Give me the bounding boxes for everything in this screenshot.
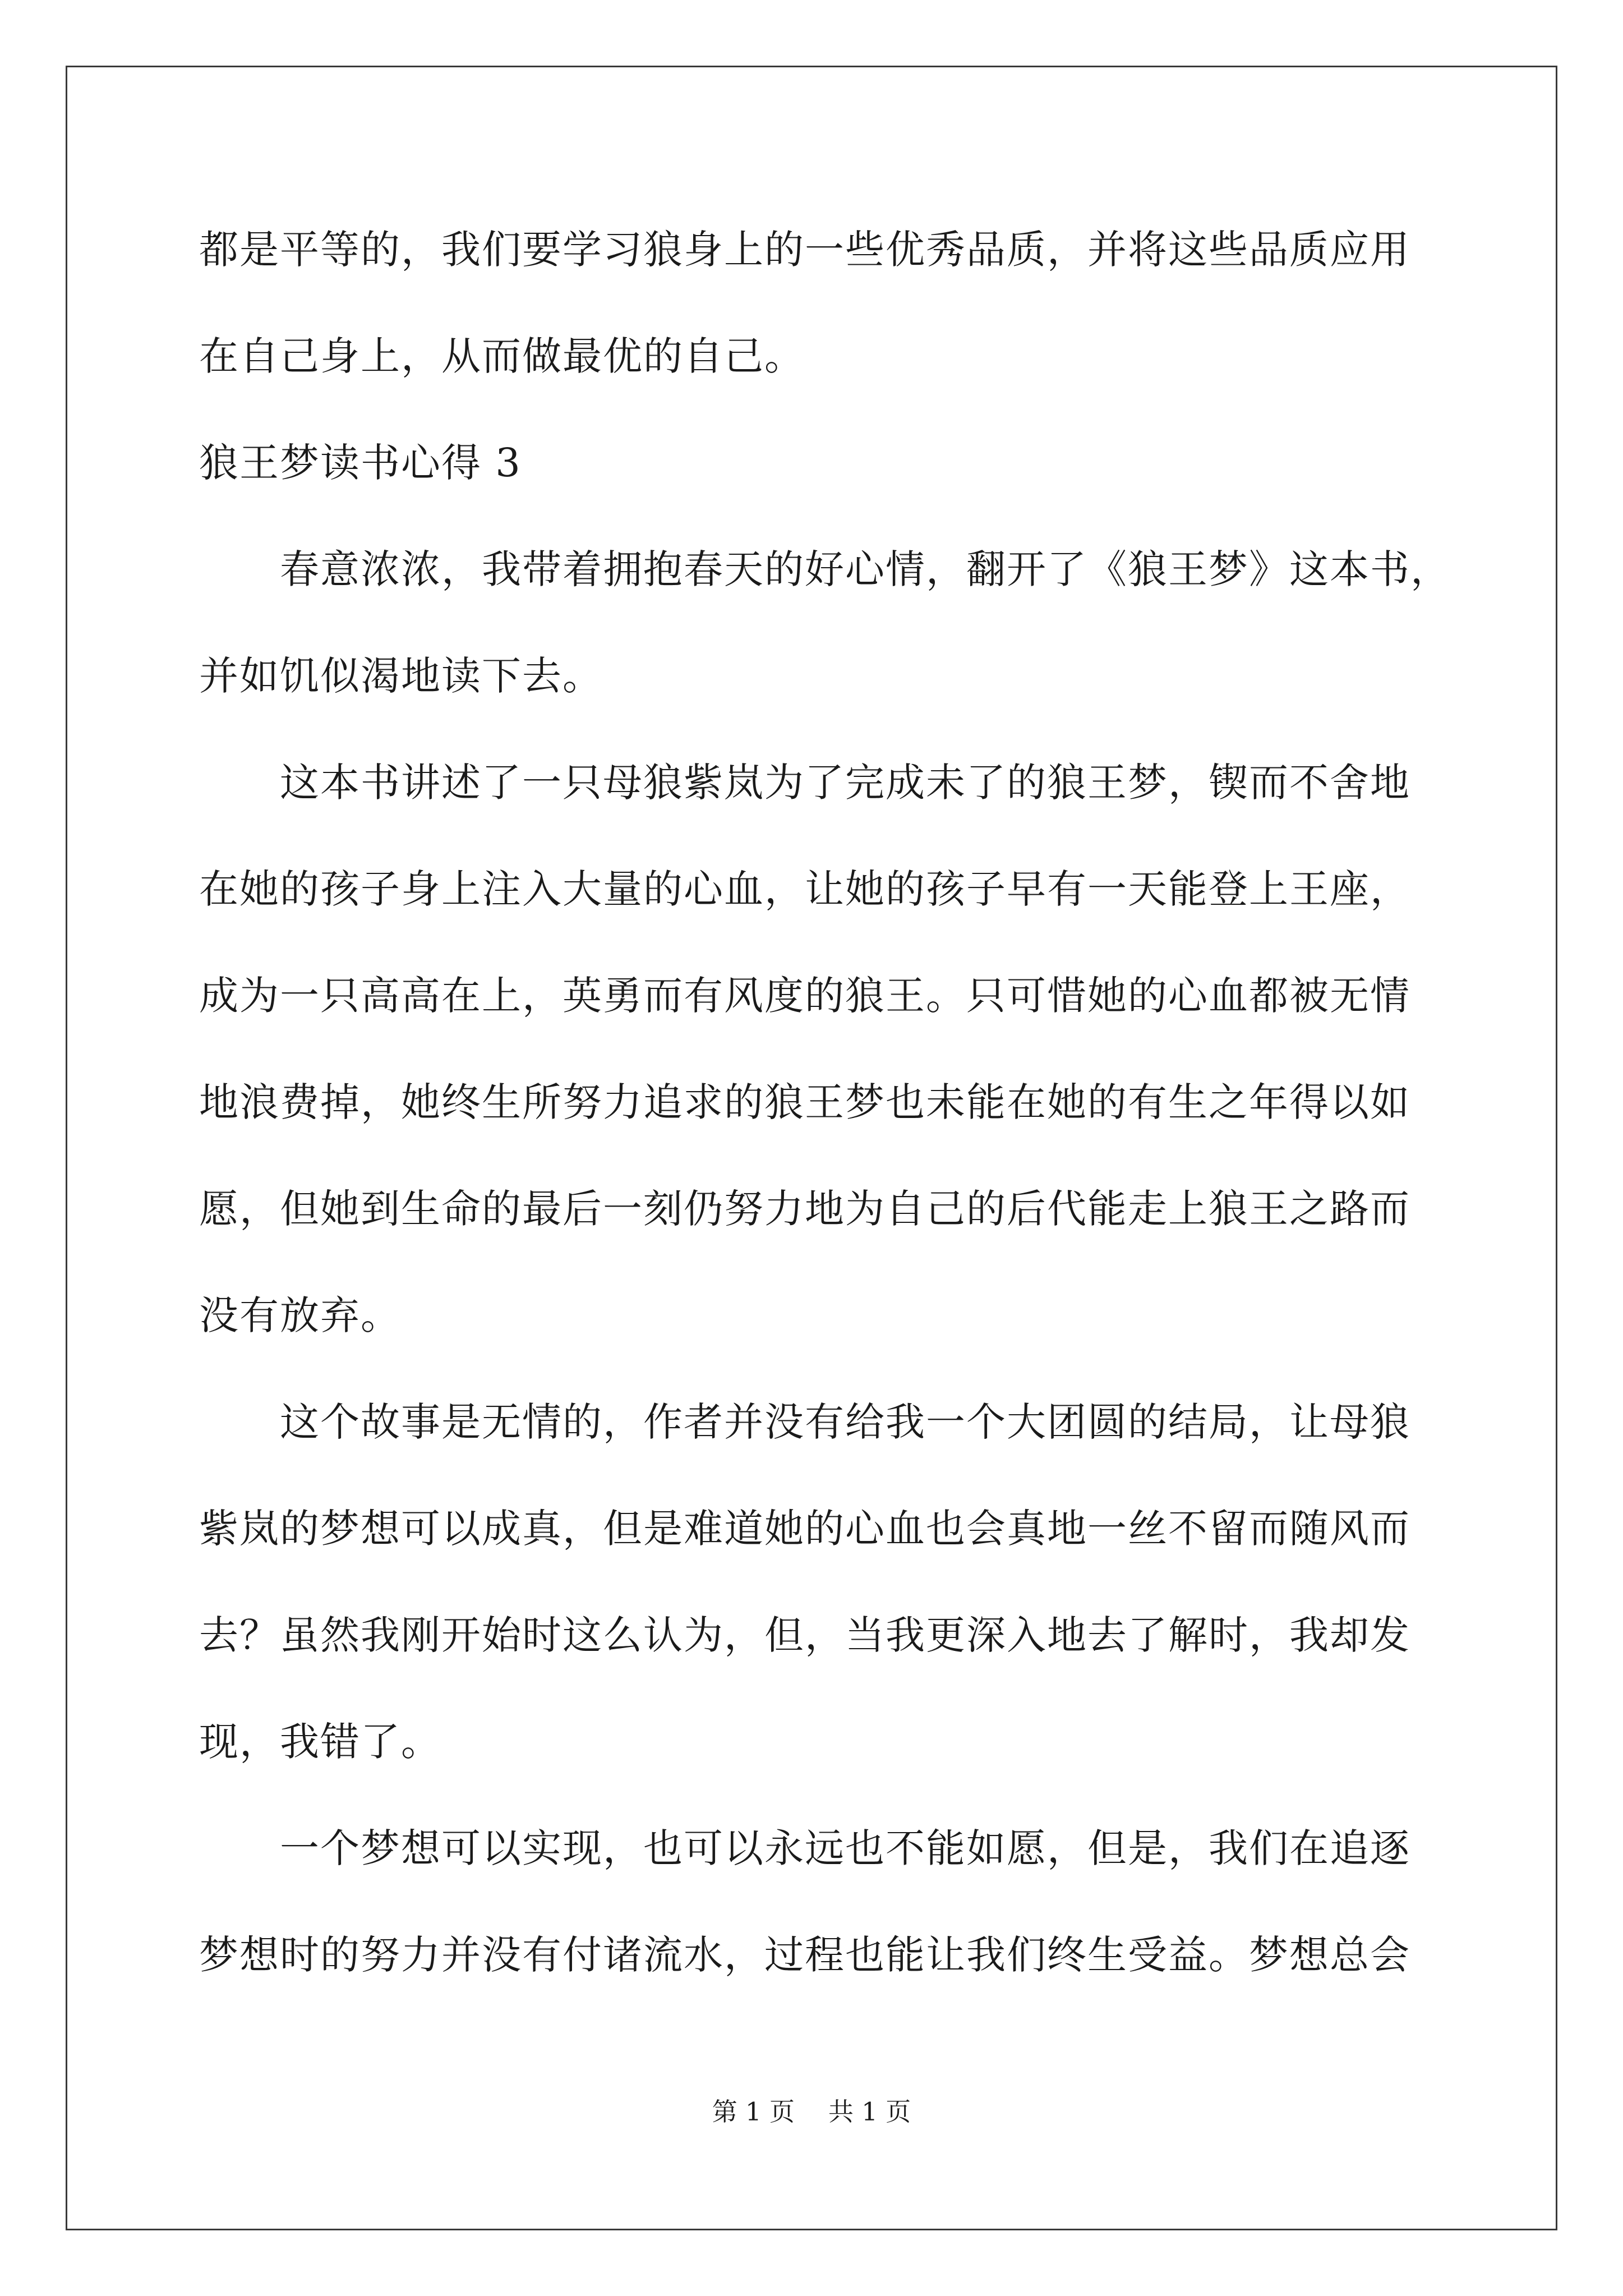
page-border <box>66 66 1557 2230</box>
body-line-2: 在自己身上，从而做最优的自己。 <box>199 333 805 379</box>
body-line-4: 并如饥似渴地读下去。 <box>199 653 603 699</box>
body-line-14: 现，我错了。 <box>199 1719 441 1765</box>
body-line-10: 没有放弃。 <box>199 1292 401 1338</box>
body-line-15: 一个梦想可以实现，也可以永远也不能如愿，但是，我们在追逐 <box>199 1825 1410 1871</box>
body-line-1: 都是平等的，我们要学习狼身上的一些优秀品质，并将这些品质应用 <box>199 227 1410 273</box>
body-line-7: 成为一只高高在上，英勇而有风度的狼王。只可惜她的心血都被无情 <box>199 973 1410 1019</box>
page-footer <box>0 2095 1623 2129</box>
body-line-9: 愿，但她到生命的最后一刻仍努力地为自己的后代能走上狼王之路而 <box>199 1186 1410 1232</box>
page-total: 共 1 页 <box>828 2097 911 2127</box>
body-line-5: 这本书讲述了一只母狼紫岚为了完成未了的狼王梦，锲而不舍地 <box>199 760 1410 806</box>
section-heading: 狼王梦读书心得 3 <box>199 440 522 486</box>
body-line-13: 去？虽然我刚开始时这么认为，但，当我更深入地去了解时，我却发 <box>199 1612 1410 1658</box>
body-line-3: 春意浓浓，我带着拥抱春天的好心情，翻开了《狼王梦》这本书， <box>199 546 1451 592</box>
page-number: 第 1 页 <box>712 2097 795 2127</box>
body-line-6: 在她的孩子身上注入大量的心血，让她的孩子早有一天能登上王座， <box>199 866 1410 912</box>
body-line-8: 地浪费掉，她终生所努力追求的狼王梦也未能在她的有生之年得以如 <box>199 1079 1410 1125</box>
body-line-12: 紫岚的梦想可以成真，但是难道她的心血也会真地一丝不留而随风而 <box>199 1506 1410 1552</box>
body-line-16: 梦想时的努力并没有付诸流水，过程也能让我们终生受益。梦想总会 <box>199 1932 1410 1978</box>
body-line-11: 这个故事是无情的，作者并没有给我一个大团圆的结局，让母狼 <box>199 1399 1410 1445</box>
